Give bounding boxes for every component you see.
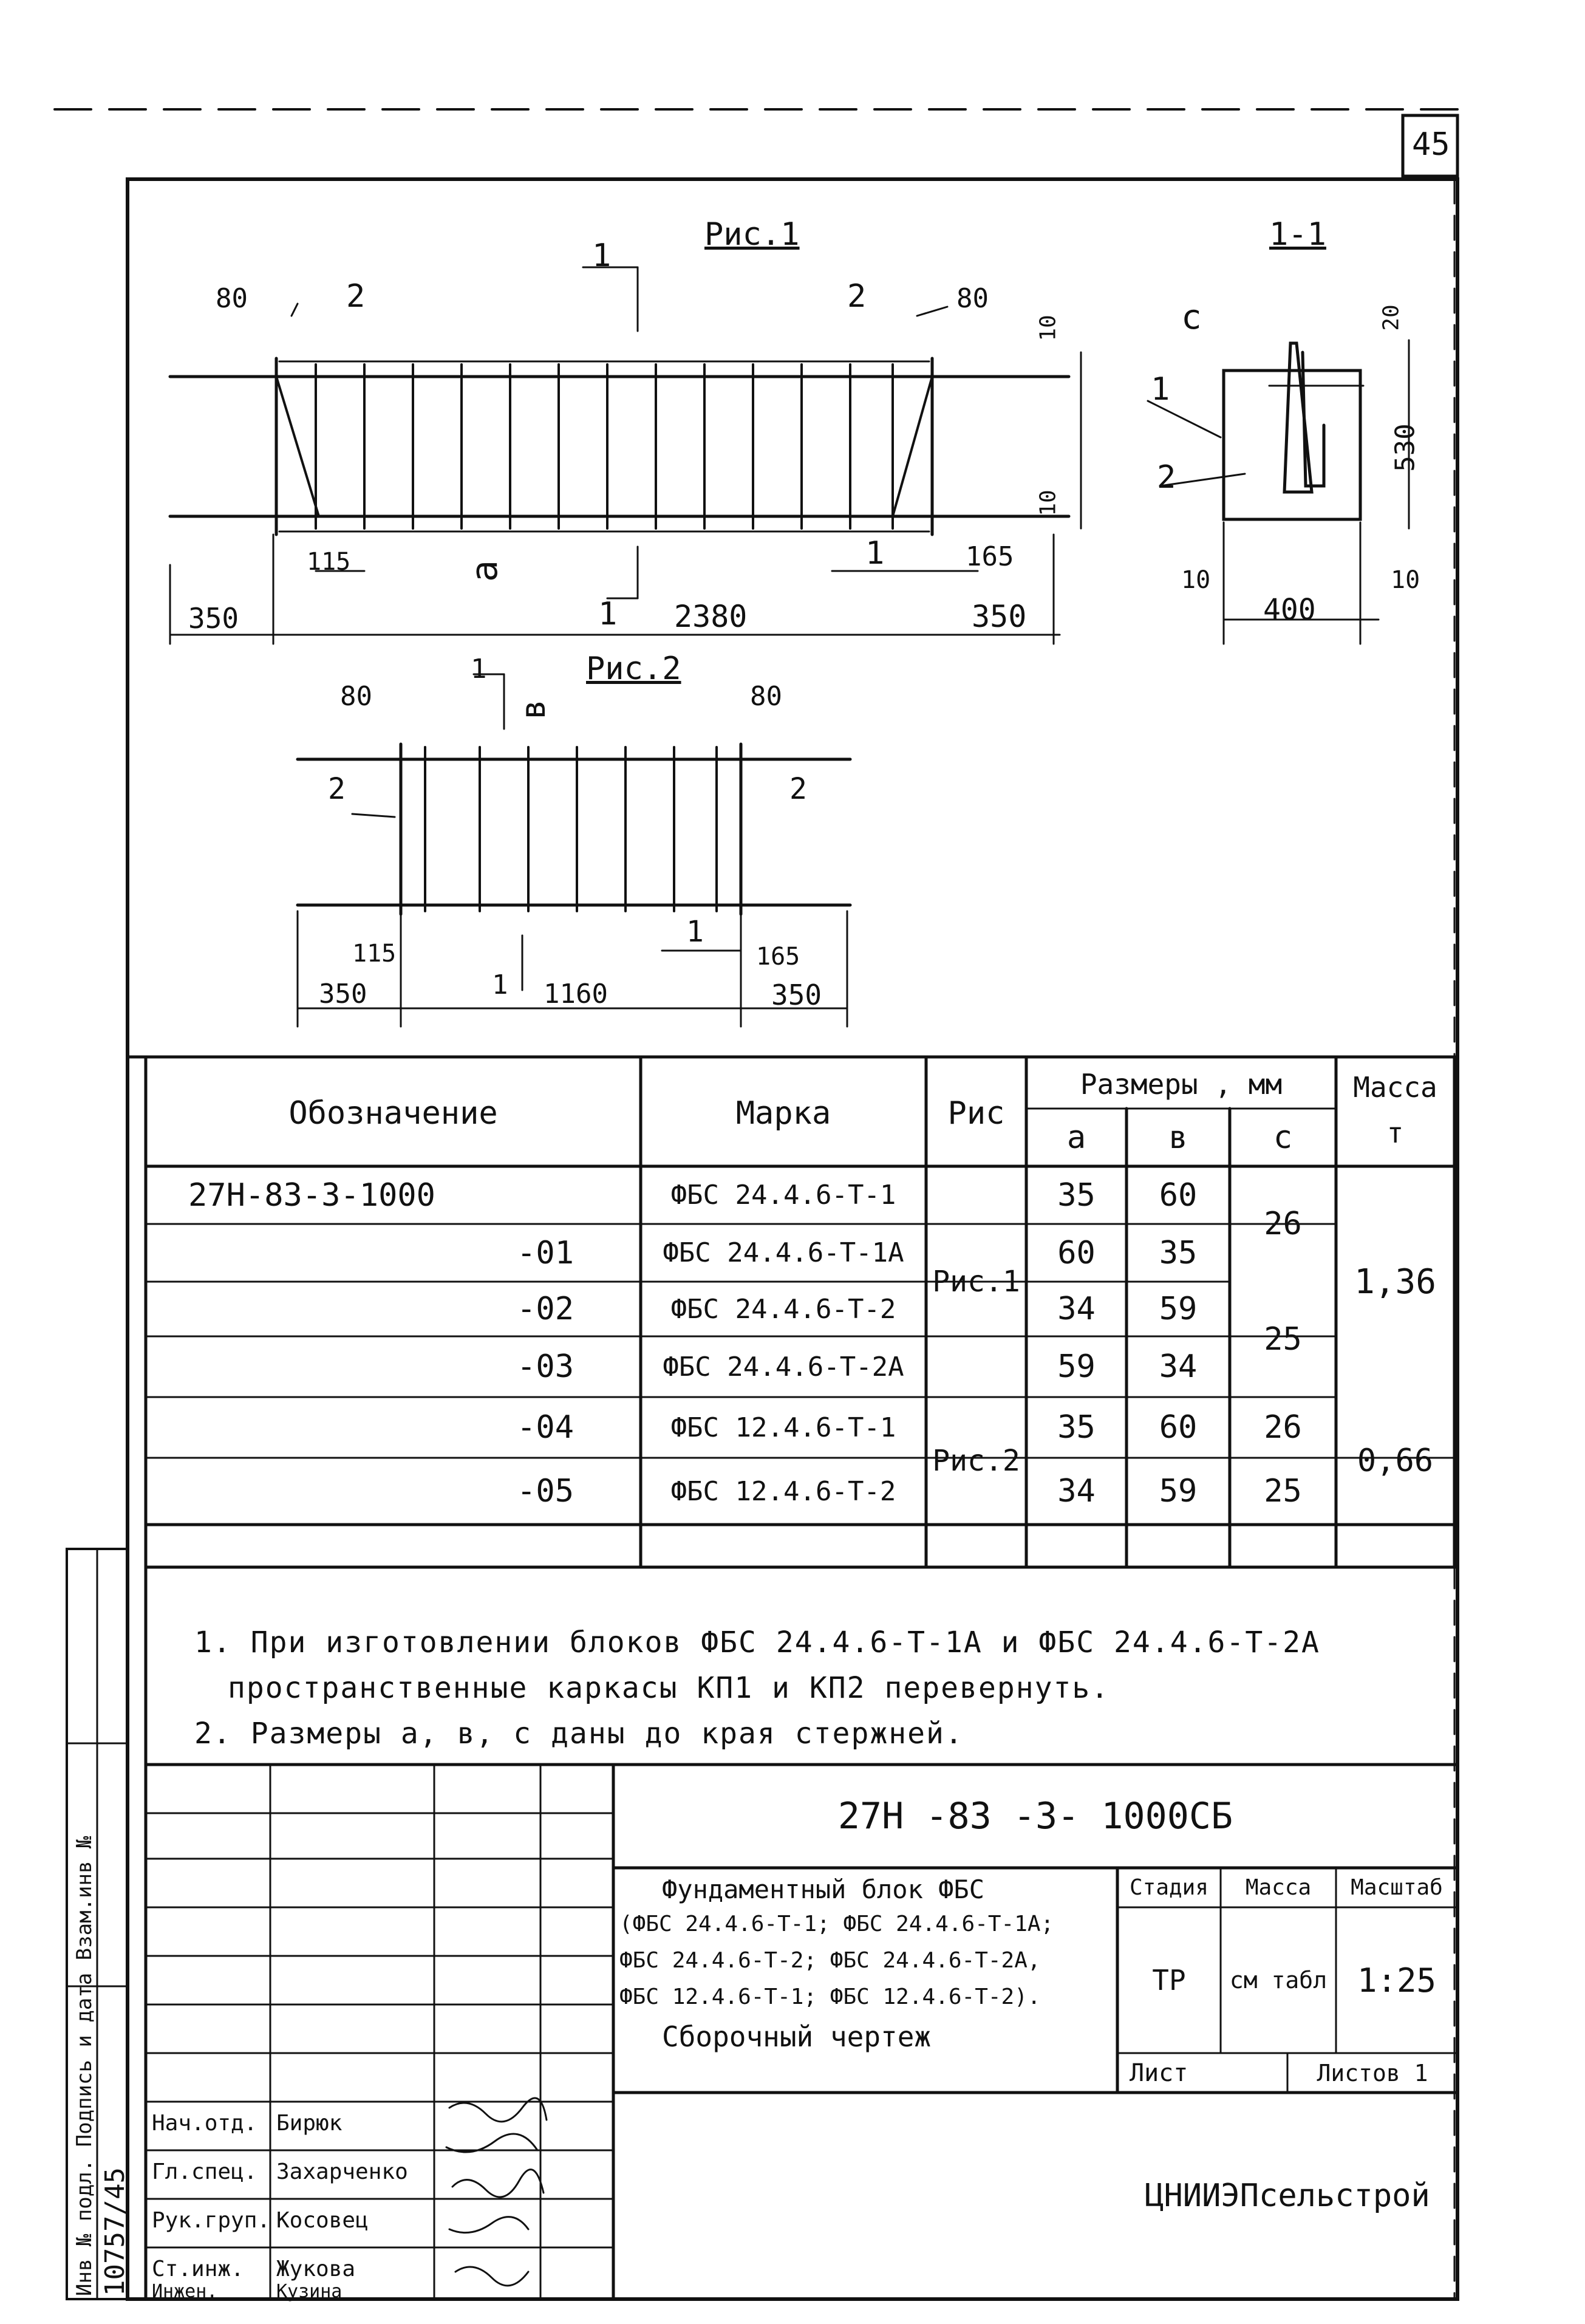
row5-a: 34 xyxy=(1057,1473,1096,1509)
name-1: Захарченко xyxy=(276,2159,408,2184)
col-header-a: а xyxy=(1066,1119,1086,1156)
row4-designation: -04 xyxy=(517,1409,574,1446)
role-1: Гл.спец. xyxy=(152,2159,257,2184)
row5-c: 25 xyxy=(1264,1473,1302,1509)
figure1-cage xyxy=(170,358,1069,535)
row2-mark: ФБС 24.4.6-Т-2 xyxy=(670,1293,896,1325)
scale-label: Масштаб xyxy=(1351,1875,1443,1900)
figure2-b: в xyxy=(513,699,553,720)
merged-c2: 25 xyxy=(1264,1321,1302,1358)
side-stamp-label: Инв № подл. Подпись и дата Взам.инв № xyxy=(72,1836,97,2296)
mass-value: см табл xyxy=(1229,1967,1328,1994)
col-header-mark: Марка xyxy=(735,1095,831,1132)
section-top: 20 xyxy=(1379,304,1404,331)
section-frame xyxy=(1224,343,1360,519)
note-line-1: 1. При изготовлении блоков ФБС 24.4.6-Т-1А и ФБС 24.4.6-Т-2А xyxy=(194,1625,1320,1659)
role-4: Инжен. xyxy=(152,2281,218,2302)
row3-b: 34 xyxy=(1159,1348,1198,1385)
row1-designation: -01 xyxy=(517,1234,574,1271)
figure2-title: Рис.2 xyxy=(586,651,681,687)
row0-b: 60 xyxy=(1159,1177,1198,1214)
row0-mark: ФБС 24.4.6-Т-1 xyxy=(670,1180,896,1211)
figure2-pos2-left: 2 xyxy=(328,772,346,806)
figure2-cage xyxy=(298,744,850,914)
col-header-designation: Обозначение xyxy=(288,1095,498,1132)
figure2-pitch-left: 115 xyxy=(352,940,397,968)
row3-mark: ФБС 24.4.6-Т-2А xyxy=(663,1351,904,1382)
figure2-end-left: 350 xyxy=(319,979,367,1010)
note-line-3: 2. Размеры а, в, с даны до края стержней. xyxy=(194,1717,964,1751)
section-c: с xyxy=(1181,298,1202,337)
figure1-end-left: 350 xyxy=(188,602,239,635)
row2-a: 34 xyxy=(1057,1291,1096,1327)
figure2-pos1-top: 1 xyxy=(471,654,487,685)
merged-mass1: 1,36 xyxy=(1354,1262,1436,1302)
sheet-number: 45 xyxy=(1412,126,1450,163)
title-name-line-2: (ФБС 24.4.6-Т-1; ФБС 24.4.6-Т-1А; xyxy=(619,1912,1054,1936)
figure1-cover-left: 80 xyxy=(216,283,248,314)
role-0: Нач.отд. xyxy=(152,2111,257,2136)
name-2: Косовец xyxy=(276,2208,369,2233)
row4-mark: ФБС 12.4.6-Т-1 xyxy=(670,1412,896,1443)
stage-value: ТР xyxy=(1152,1964,1186,1997)
figure2-pitch-right: 165 xyxy=(756,943,800,971)
row5-designation: -05 xyxy=(517,1473,574,1509)
figure2-end-right: 350 xyxy=(771,979,822,1011)
col-header-fig: Рис xyxy=(947,1095,1005,1132)
row0-designation: 27Н-83-3-1000 xyxy=(188,1177,435,1214)
figure1-cover-right: 80 xyxy=(956,283,989,314)
role-2: Рук.груп. xyxy=(152,2208,271,2233)
row1-a: 60 xyxy=(1057,1234,1096,1271)
row2-b: 59 xyxy=(1159,1291,1198,1327)
drawing-type: Сборочный чертеж xyxy=(662,2020,932,2053)
figure1-pos1: 1 xyxy=(865,535,885,572)
stage-label: Стадия xyxy=(1129,1875,1209,1900)
col-header-b: в xyxy=(1168,1119,1188,1156)
mass-label: Масса xyxy=(1245,1875,1312,1900)
row3-designation: -03 xyxy=(517,1348,574,1385)
figure1-cover-top: 10 xyxy=(1035,315,1061,341)
col-header-c: с xyxy=(1273,1119,1293,1156)
signature-scribbles xyxy=(446,2098,547,2286)
figure2-pos2-right: 2 xyxy=(789,772,807,806)
figure1-cut-bottom: 1 xyxy=(598,596,618,632)
figure1-span: 2380 xyxy=(674,599,748,634)
row5-mark: ФБС 12.4.6-Т-2 xyxy=(670,1475,896,1507)
figure1-cover-bottom: 10 xyxy=(1035,490,1061,516)
figure1-a: а xyxy=(463,559,506,583)
row0-a: 35 xyxy=(1057,1177,1096,1214)
name-4: Кузина xyxy=(276,2281,343,2302)
merged-fig1: Рис.1 xyxy=(932,1265,1020,1299)
title-name-line-1: Фундаментный блок ФБС xyxy=(662,1875,985,1904)
row1-b: 35 xyxy=(1159,1234,1198,1271)
figure1-title: Рис.1 xyxy=(704,216,800,253)
row4-c: 26 xyxy=(1264,1409,1302,1446)
figure1-pos2-right: 2 xyxy=(847,278,867,315)
scale-value: 1:25 xyxy=(1357,1961,1437,2000)
inventory-number: 10757/45 xyxy=(100,2167,131,2296)
role-3: Ст.инж. xyxy=(152,2257,244,2281)
figure2-pos1-bottom: 1 xyxy=(492,969,508,1000)
row3-a: 59 xyxy=(1057,1348,1096,1385)
figure1-pitch-left: 115 xyxy=(307,548,351,576)
sheet-label: Лист xyxy=(1130,2059,1188,2087)
figure1-pos2-left: 2 xyxy=(346,278,366,315)
section-width: 400 xyxy=(1263,593,1316,627)
col-header-sizes: Размеры , мм xyxy=(1080,1068,1283,1101)
row4-a: 35 xyxy=(1057,1409,1096,1446)
note-line-2: пространственные каркасы КП1 и КП2 перевернуть. xyxy=(228,1671,1110,1705)
merged-mass2: 0,66 xyxy=(1357,1443,1434,1479)
figure2-span: 1160 xyxy=(544,979,608,1010)
section-pos2: 2 xyxy=(1157,459,1176,496)
section-br: 10 xyxy=(1391,566,1420,594)
figure2-cover-left: 80 xyxy=(340,681,372,712)
title-name-line-4: ФБС 12.4.6-Т-1; ФБС 12.4.6-Т-2). xyxy=(619,1984,1041,2009)
organization: ЦНИИЭПсельстрой xyxy=(1145,2178,1430,2214)
title-name-line-3: ФБС 24.4.6-Т-2; ФБС 24.4.6-Т-2А, xyxy=(619,1948,1041,1973)
row4-b: 60 xyxy=(1159,1409,1198,1446)
row1-mark: ФБС 24.4.6-Т-1А xyxy=(663,1237,904,1268)
sheets-label: Листов 1 xyxy=(1317,2059,1428,2086)
figure1-end-right: 350 xyxy=(972,599,1027,634)
merged-c1: 26 xyxy=(1264,1206,1302,1242)
row5-b: 59 xyxy=(1159,1473,1198,1509)
figure1-pitch-right: 165 xyxy=(966,541,1014,572)
figure2-cover-right: 80 xyxy=(750,681,782,712)
row2-designation: -02 xyxy=(517,1291,574,1327)
col-header-mass: Масса xyxy=(1353,1071,1437,1104)
section-height: 530 xyxy=(1389,423,1421,472)
section-pos1: 1 xyxy=(1151,371,1170,408)
name-0: Бирюк xyxy=(276,2111,343,2136)
figure1-cut-top: 1 xyxy=(592,238,612,274)
merged-fig2: Рис.2 xyxy=(932,1444,1020,1478)
col-header-mass-unit: т xyxy=(1386,1116,1404,1149)
figure2-pos1-right: 1 xyxy=(686,915,704,949)
name-3: Жукова xyxy=(276,2257,356,2281)
section-bl: 10 xyxy=(1181,566,1211,594)
document-code: 27Н -83 -3- 1000СБ xyxy=(837,1795,1233,1837)
section-title: 1-1 xyxy=(1269,216,1326,253)
